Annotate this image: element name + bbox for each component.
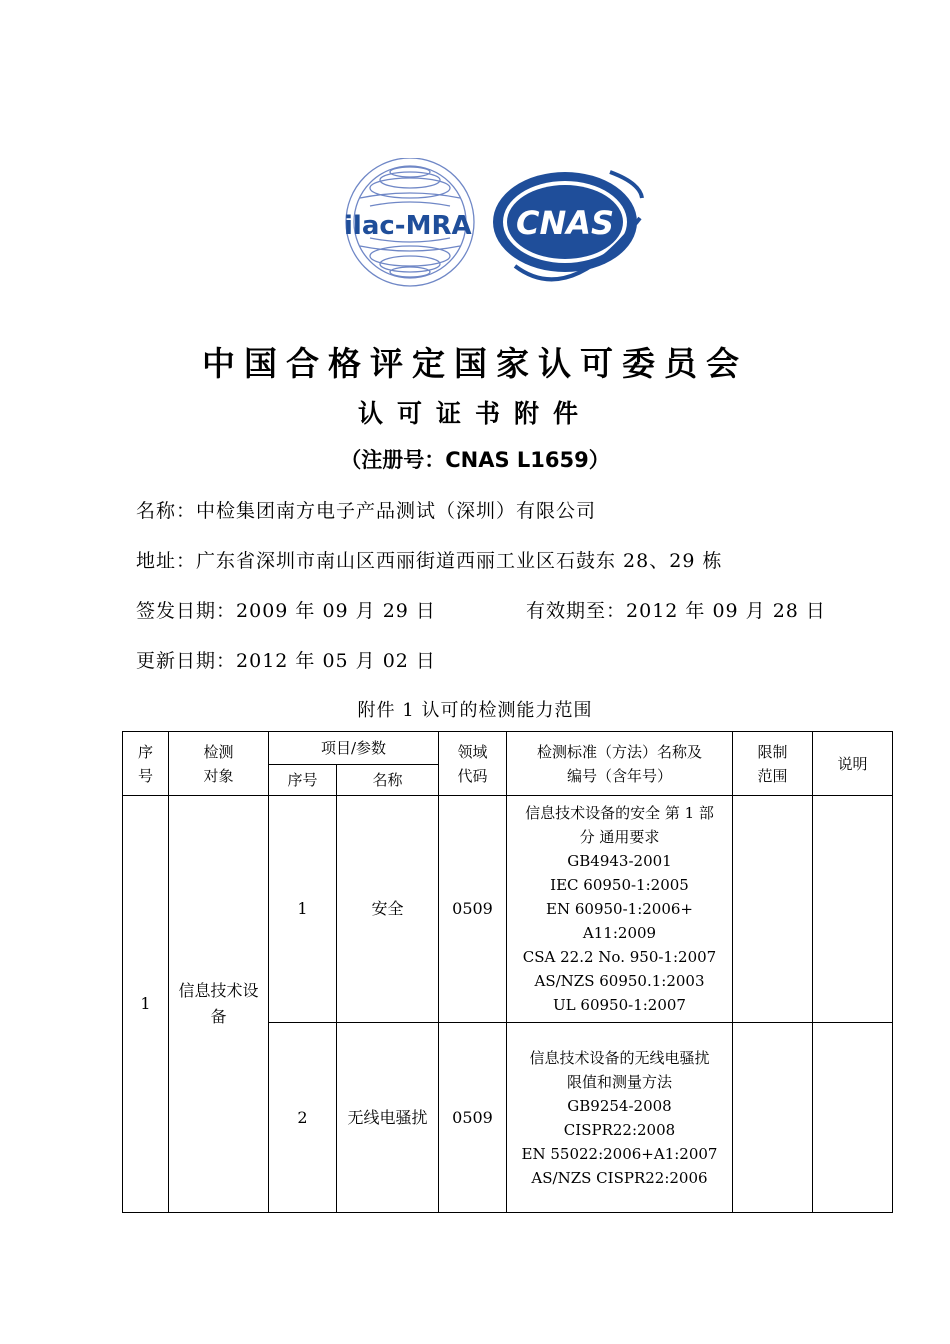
item-name: 安全 xyxy=(337,796,439,1023)
header-row xyxy=(123,732,893,765)
address-line xyxy=(136,546,722,573)
update-date-value: 2012 年 05 月 02 日 xyxy=(236,650,436,672)
standard-list xyxy=(507,796,733,1023)
standard-line: GB4943-2001 xyxy=(567,852,672,870)
scope-table xyxy=(122,731,893,1213)
standard-line: 信息技术设备的安全 第 1 部 xyxy=(525,804,714,822)
svg-text:CNAS: CNAS xyxy=(515,204,615,242)
registration-number: （注册号：CNAS L1659） xyxy=(340,448,610,472)
page-title: 中国合格评定国家认可委员会 xyxy=(202,344,748,383)
header-seq: 序 号 xyxy=(123,732,169,796)
standard-line: CISPR22:2008 xyxy=(563,1120,676,1139)
group-object: 信息技术设备 xyxy=(169,796,269,1213)
note-cell xyxy=(813,796,893,1023)
item-seq: 1 xyxy=(269,796,337,1023)
standard-line: UL 60950-1:2007 xyxy=(553,996,686,1014)
valid-until-label: 有效期至： xyxy=(526,600,627,622)
header-limit: 限制 范围 xyxy=(733,732,813,796)
header-note: 说明 xyxy=(813,732,893,796)
limit-cell xyxy=(733,796,813,1023)
update-date-line xyxy=(136,646,436,673)
address-value: 广东省深圳市南山区西丽街道西丽工业区石鼓东 28、29 栋 xyxy=(196,550,723,572)
standard-line: 分 通用要求 xyxy=(579,828,660,846)
table-row xyxy=(123,796,893,1023)
standard-line: CSA 22.2 No. 950-1:2007 xyxy=(522,948,717,966)
valid-until-value: 2012 年 09 月 28 日 xyxy=(626,600,826,622)
standard-list xyxy=(507,1023,733,1213)
issue-date-label: 签发日期： xyxy=(136,600,237,622)
update-date-label: 更新日期： xyxy=(136,650,237,672)
limit-cell xyxy=(733,1023,813,1213)
header-standard: 检测标准（方法）名称及 编号（含年号） xyxy=(507,732,733,796)
standard-line: 限值和测量方法 xyxy=(566,1072,672,1091)
field-code: 0509 xyxy=(439,1023,507,1213)
standard-line: AS/NZS 60950.1:2003 xyxy=(534,972,705,990)
note-cell xyxy=(813,1023,893,1213)
ilac-mra-logo xyxy=(340,158,650,290)
issue-date-value: 2009 年 09 月 29 日 xyxy=(236,600,436,622)
name-label: 名称： xyxy=(136,500,197,522)
table-caption: 附件 1 认可的检测能力范围 xyxy=(357,700,593,721)
item-seq: 2 xyxy=(269,1023,337,1213)
field-code: 0509 xyxy=(439,796,507,1023)
logo-area xyxy=(340,158,650,290)
valid-until-line xyxy=(526,596,826,623)
header-item: 项目/参数 xyxy=(269,732,439,765)
cnas-logo xyxy=(493,172,642,279)
standard-line: EN 55022:2006+A1:2007 xyxy=(521,1144,718,1163)
page-subtitle: 认可证书附件 xyxy=(357,399,592,428)
header-object: 检测 对象 xyxy=(169,732,269,796)
group-seq: 1 xyxy=(123,796,169,1213)
svg-text:ilac-MRA: ilac-MRA xyxy=(344,211,472,241)
item-name: 无线电骚扰 xyxy=(337,1023,439,1213)
header-item-seq: 序号 xyxy=(269,765,337,796)
standard-line: GB9254-2008 xyxy=(567,1096,672,1115)
standard-line: AS/NZS CISPR22:2006 xyxy=(531,1168,708,1187)
issue-date-line xyxy=(136,596,436,623)
name-value: 中检集团南方电子产品测试（深圳）有限公司 xyxy=(196,500,597,522)
header-item-name: 名称 xyxy=(337,765,439,796)
address-label: 地址： xyxy=(136,550,197,572)
name-line xyxy=(136,496,596,523)
standard-line: IEC 60950-1:2005 xyxy=(550,876,689,894)
standard-line: 信息技术设备的无线电骚扰 xyxy=(529,1048,710,1067)
header-field-code: 领域 代码 xyxy=(439,732,507,796)
standard-line: EN 60950-1:2006+ A11:2009 xyxy=(546,900,693,942)
